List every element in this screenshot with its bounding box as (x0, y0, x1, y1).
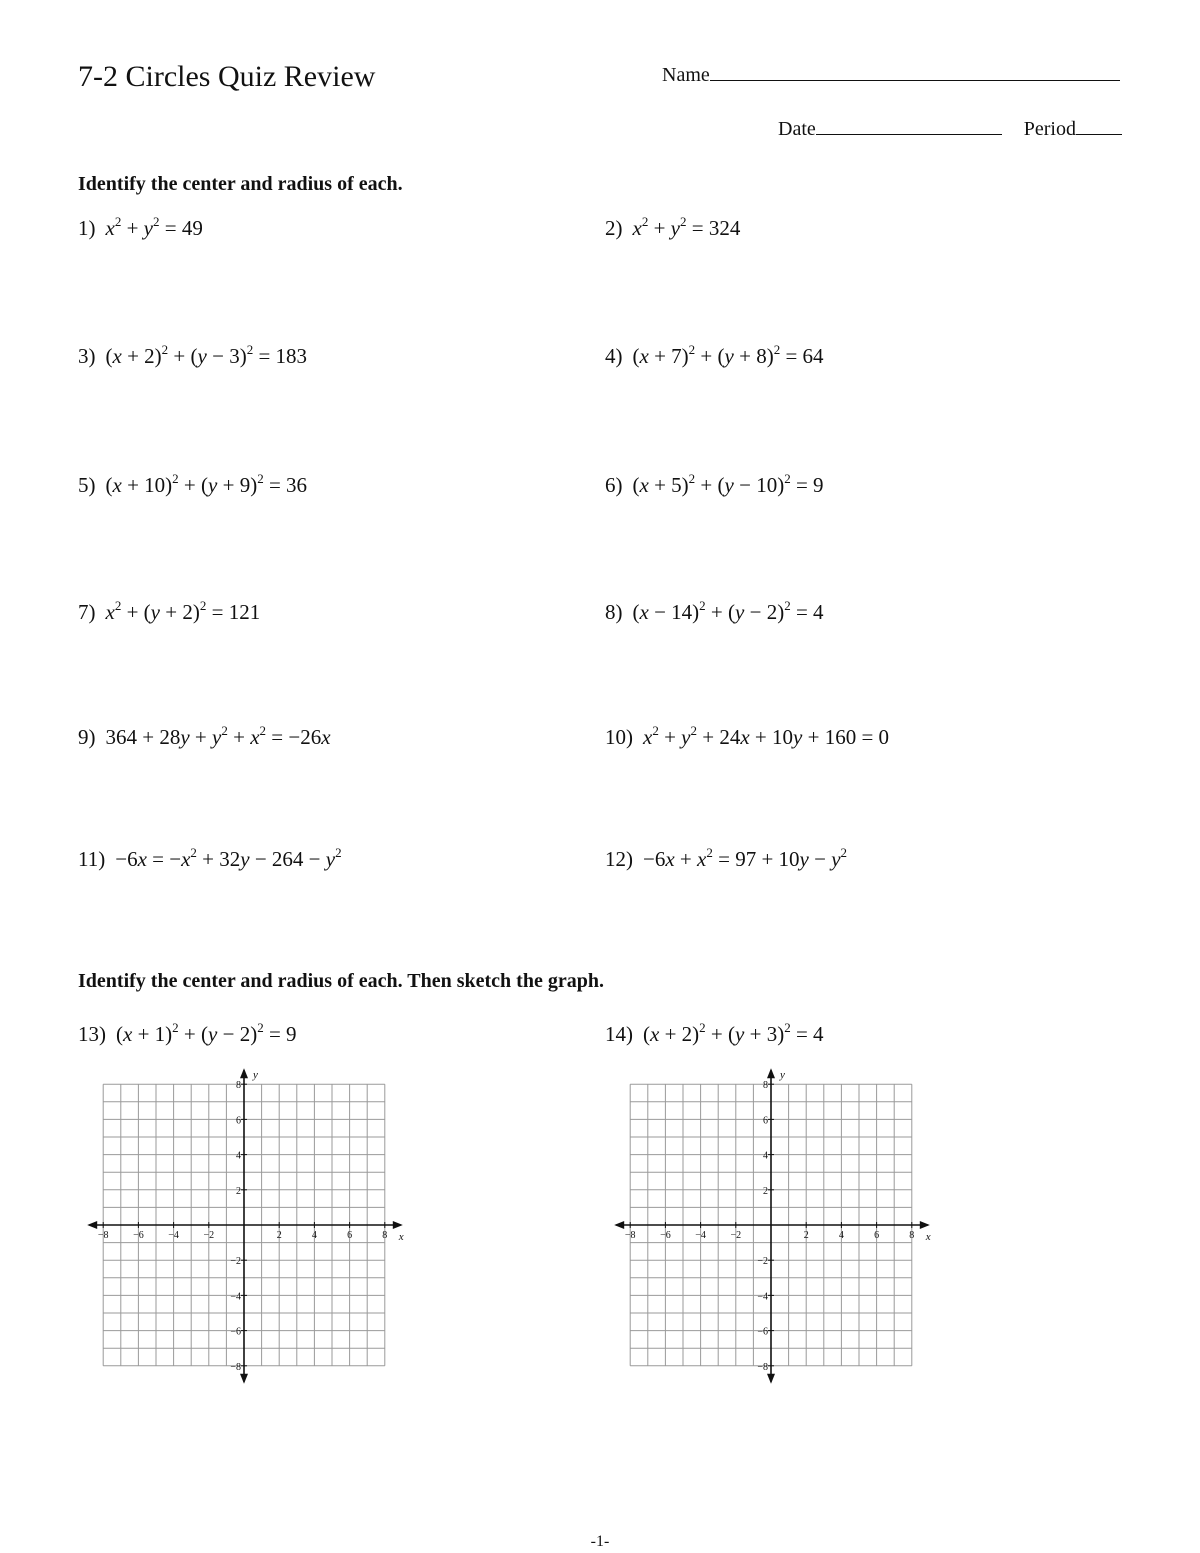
x-tick-label: 8 (382, 1230, 388, 1241)
y-tick-label: −8 (230, 1361, 241, 1373)
problem-11 (78, 847, 342, 872)
x-tick-label: −8 (97, 1230, 109, 1241)
y-axis-arrow-up (240, 1068, 248, 1078)
problem-equation: $364 + 28y + y^2 + x^2 = -26x$ (105, 723, 331, 749)
x-axis-arrow-right (920, 1221, 930, 1229)
problem-number: 8) (605, 600, 623, 624)
name-field[interactable] (662, 62, 1120, 87)
coordinate-grid-13[interactable] (78, 1062, 418, 1392)
y-tick-label: 6 (236, 1115, 241, 1127)
date-period-field (778, 116, 1122, 141)
problem-7 (78, 600, 260, 625)
problem-13 (78, 1022, 297, 1047)
page-number: -1- (590, 1533, 610, 1550)
y-axis-arrow-up (767, 1068, 775, 1078)
coordinate-grid-14[interactable] (605, 1062, 945, 1392)
problem-number: 11) (78, 847, 106, 871)
problem-3 (78, 344, 307, 369)
problem-8 (605, 600, 824, 625)
problem-number: 3) (78, 344, 96, 368)
problem-equation: $x^2 + y^2 = 49$ (105, 214, 203, 240)
problem-number: 9) (78, 725, 96, 749)
y-tick-label: −2 (230, 1256, 241, 1268)
x-axis-arrow-right (393, 1221, 403, 1229)
period-label: Period (1023, 118, 1076, 140)
x-tick-label: 4 (311, 1230, 317, 1241)
x-axis-arrow-left (87, 1221, 97, 1229)
problem-equation: $(x + 1)^2 + (y - 2)^2 = 9$ (116, 1020, 297, 1046)
x-axis-label: x (925, 1231, 931, 1243)
problem-6 (605, 473, 824, 498)
problem-1 (78, 216, 203, 241)
x-tick-label: 6 (874, 1230, 880, 1241)
x-axis-arrow-left (614, 1221, 624, 1229)
problem-12 (605, 847, 847, 872)
name-blank[interactable] (710, 62, 1120, 81)
problem-number: 12) (605, 847, 633, 871)
date-label: Date (778, 118, 816, 140)
x-tick-label: −2 (203, 1230, 215, 1241)
y-tick-label: 4 (236, 1150, 241, 1162)
y-tick-label: −2 (757, 1256, 768, 1268)
x-tick-label: 6 (347, 1230, 353, 1241)
problem-5 (78, 473, 307, 498)
problem-number: 7) (78, 600, 96, 624)
y-tick-label: −8 (757, 1361, 768, 1373)
problem-2 (605, 216, 740, 241)
x-tick-label: 2 (803, 1230, 809, 1241)
name-label: Name (662, 64, 710, 86)
problem-10 (605, 725, 889, 750)
problem-14 (605, 1022, 824, 1047)
x-axis-label: x (398, 1231, 404, 1243)
date-blank[interactable] (816, 116, 1002, 135)
problem-number: 4) (605, 344, 623, 368)
problem-number: 14) (605, 1022, 633, 1046)
y-tick-label: −4 (757, 1291, 768, 1303)
problem-equation: $(x + 7)^2 + (y + 8)^2 = 64$ (632, 342, 824, 368)
problem-number: 6) (605, 473, 623, 497)
problem-number: 5) (78, 473, 96, 497)
y-axis-label: y (780, 1069, 785, 1082)
x-tick-label: −2 (730, 1230, 742, 1241)
x-tick-label: −4 (168, 1230, 179, 1241)
y-tick-label: −4 (230, 1291, 241, 1303)
problem-number: 1) (78, 216, 96, 240)
y-axis-arrow-down (767, 1374, 775, 1384)
problem-9 (78, 725, 331, 750)
y-tick-label: −6 (757, 1326, 768, 1338)
problem-equation: $(x - 14)^2 + (y - 2)^2 = 4$ (632, 598, 824, 624)
y-axis-arrow-down (240, 1374, 248, 1384)
problem-number: 10) (605, 725, 633, 749)
problem-equation: $x^2 + y^2 + 24x + 10y + 160 = 0$ (643, 723, 890, 749)
worksheet-title: 7-2 Circles Quiz Review (78, 60, 376, 93)
period-blank[interactable] (1076, 116, 1122, 135)
y-tick-label: 4 (763, 1150, 768, 1162)
y-tick-label: −6 (230, 1326, 241, 1338)
y-tick-label: 8 (236, 1080, 241, 1092)
problem-equation: $-6x + x^2 = 97 + 10y - y^2$ (643, 845, 848, 871)
problem-number: 2) (605, 216, 623, 240)
x-tick-label: 2 (276, 1230, 282, 1241)
y-tick-label: 8 (763, 1080, 768, 1092)
problem-number: 13) (78, 1022, 106, 1046)
x-tick-label: 4 (838, 1230, 844, 1241)
problem-equation: $-6x = -x^2 + 32y - 264 - y^2$ (115, 845, 342, 871)
section-1-instruction: Identify the center and radius of each. (78, 173, 403, 195)
problem-equation: $(x + 10)^2 + (y + 9)^2 = 36$ (105, 471, 308, 497)
problem-equation: $(x + 5)^2 + (y - 10)^2 = 9$ (632, 471, 824, 497)
x-tick-label: 8 (909, 1230, 915, 1241)
y-tick-label: 6 (763, 1115, 768, 1127)
x-tick-label: −6 (133, 1230, 144, 1241)
y-tick-label: 2 (236, 1185, 241, 1197)
x-tick-label: −8 (624, 1230, 636, 1241)
y-axis-label: y (253, 1069, 258, 1082)
x-tick-label: −4 (695, 1230, 706, 1241)
y-tick-label: 2 (763, 1185, 768, 1197)
problem-equation: $(x + 2)^2 + (y + 3)^2 = 4$ (643, 1020, 824, 1046)
problem-equation: $(x + 2)^2 + (y - 3)^2 = 183$ (105, 342, 308, 368)
problem-equation: $x^2 + (y + 2)^2 = 121$ (105, 598, 261, 624)
section-2-instruction: Identify the center and radius of each. Then sketch the graph. (78, 970, 604, 992)
problem-4 (605, 344, 824, 369)
problem-equation: $x^2 + y^2 = 324$ (632, 214, 741, 240)
x-tick-label: −6 (660, 1230, 671, 1241)
